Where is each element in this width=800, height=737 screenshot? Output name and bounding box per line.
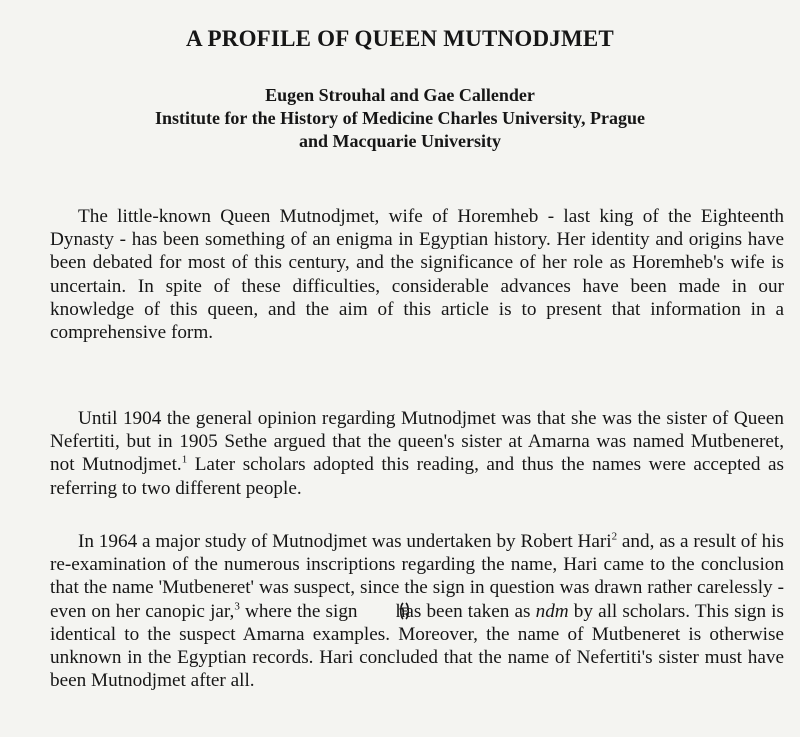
paragraph-3-text-a: In 1964 a major study of Mutnodjmet was undertaken by Robert Hari — [78, 531, 612, 552]
paragraph-2 — [50, 407, 784, 500]
paragraph-3-text-c: where the sign — [239, 600, 363, 622]
authors: Eugen Strouhal and Gae Callender — [265, 85, 535, 105]
paper-title: A PROFILE OF QUEEN MUTNODJMET — [186, 26, 614, 51]
paragraph-2-text-a: Until 1904 the general opinion regarding Mutnodjmet was that she was the sister of Queen Nefertiti, but in 1905 Sethe argued that the queen's sister at Amarna was named Mutbeneret, not Mutnodjmet. — [50, 408, 784, 476]
byline — [0, 84, 800, 153]
ndm-hieroglyph-icon — [363, 602, 391, 620]
paragraph-1: The little-known Queen Mutnodjmet, wife of Horemheb - last king of the Eighteenth Dynasty - has been something of an enigma in Egyptian history. Her identity and origins have been debated for most of this century, and the significance of her role as Horemheb's wife is uncertain. In spite of these difficulties, considerable advances have been made in our knowledge of this queen, and the aim of this article is to present that information in a comprehensive form. — [50, 206, 784, 344]
paragraph-3 — [50, 530, 784, 692]
paragraph-2-text-b: Later scholars adopted this reading, and thus the names were accepted as referring to two different people. — [50, 454, 784, 499]
paragraph-3-text-b: and, as a result of his re-examination of the numerous inscriptions regarding the name, Hari came to the conclusion that the name 'Mutbeneret' was suspect, since the sign in question was drawn rather carelessly - even on her canopic jar, — [50, 531, 784, 622]
footnote-ref-3: 3 — [234, 600, 240, 613]
ndm-term: ndm — [535, 600, 569, 622]
paragraph-3-text-d: has been taken as — [390, 600, 536, 622]
affiliation-line-1: Institute for the History of Medicine Charles University, Prague — [154, 108, 646, 128]
footnote-ref-1: 1 — [181, 454, 188, 467]
paragraph-3-text-e: by all scholars. This sign is identical to the suspect Amarna examples. Moreover, the name of Mutbeneret is otherwise unknown in the Egyptian records. Hari concluded that the name of Nefertiti's sister must have been Mutnodjmet after all. — [50, 600, 784, 692]
affiliation-line-2: and Macquarie University — [299, 131, 501, 151]
footnote-ref-2: 2 — [611, 530, 618, 543]
